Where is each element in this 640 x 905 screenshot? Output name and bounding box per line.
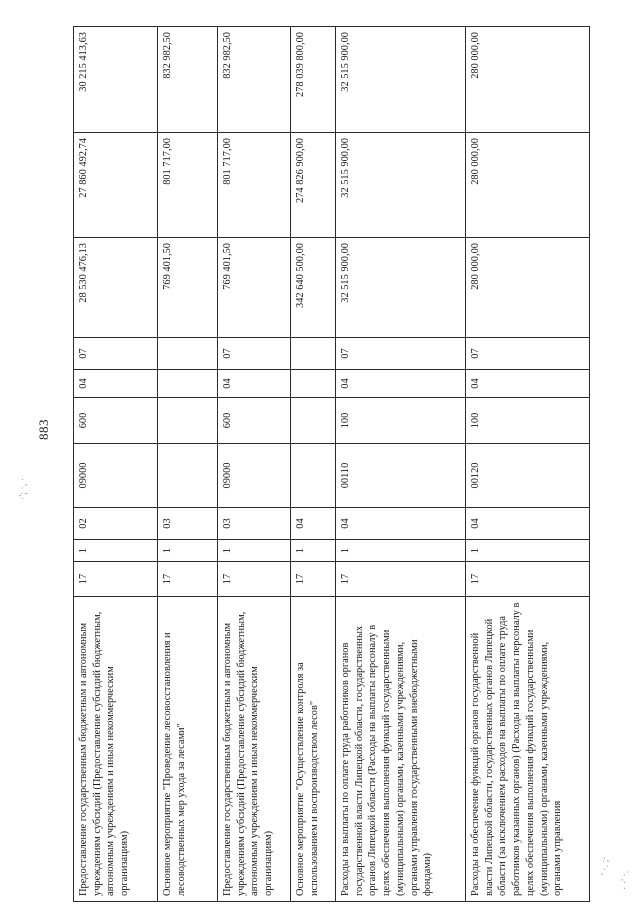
code-cell: 03 bbox=[158, 508, 218, 540]
amount-cell: 280 000,00 bbox=[466, 238, 590, 338]
table-row bbox=[291, 27, 336, 902]
table-row bbox=[158, 27, 218, 902]
table-row bbox=[336, 27, 466, 902]
row-name: Основное мероприятие "Осуществление контроля за использованием и воспроизводством лесов" bbox=[291, 597, 336, 902]
code-cell: 02 bbox=[74, 508, 158, 540]
code-cell: 100 bbox=[336, 398, 466, 444]
code-cell: 100 bbox=[466, 398, 590, 444]
code-cell: 1 bbox=[158, 540, 218, 562]
amount-cell: 280 000,00 bbox=[466, 133, 590, 238]
code-cell: 07 bbox=[74, 338, 158, 370]
scan-artifact: ' ·. ;· bbox=[600, 856, 611, 875]
code-cell: 09000 bbox=[218, 444, 291, 508]
amount-cell: 801 717,00 bbox=[218, 133, 291, 238]
code-cell bbox=[158, 444, 218, 508]
code-cell: 04 bbox=[336, 508, 466, 540]
code-cell: 04 bbox=[336, 370, 466, 398]
row-name: Расходы на выплаты по оплате труда работников органов государственной власти Липецкой области, государственных органов Липецкой области (Расходы на выплаты персоналу в целях обеспечения выполнения функций государственными (муниципальными) органами, казенными учреждениями, органами управления государственными внебюджетными фондами) bbox=[336, 597, 466, 902]
code-cell bbox=[291, 398, 336, 444]
code-cell: 1 bbox=[336, 540, 466, 562]
amount-cell: 280 000,00 bbox=[466, 27, 590, 133]
code-cell: 03 bbox=[218, 508, 291, 540]
code-cell: 17 bbox=[466, 562, 590, 597]
amount-cell: 30 215 413,63 bbox=[74, 27, 158, 133]
row-name: Основное мероприятие "Проведение лесовосстановления и лесоводственных мер ухода за лесами" bbox=[158, 597, 218, 902]
code-cell: 00120 bbox=[466, 444, 590, 508]
code-cell: 04 bbox=[291, 508, 336, 540]
amount-cell: 832 982,50 bbox=[218, 27, 291, 133]
code-cell: 1 bbox=[466, 540, 590, 562]
budget-table bbox=[73, 26, 590, 902]
code-cell bbox=[291, 370, 336, 398]
code-cell: 07 bbox=[466, 338, 590, 370]
code-cell: 17 bbox=[74, 562, 158, 597]
amount-cell: 28 530 476,13 bbox=[74, 238, 158, 338]
amount-cell: 27 860 492,74 bbox=[74, 133, 158, 238]
code-cell: 1 bbox=[291, 540, 336, 562]
code-cell bbox=[158, 338, 218, 370]
code-cell: 00110 bbox=[336, 444, 466, 508]
row-name: Расходы на обеспечение функций органов государственной власти Липецкой области, государственных органов Липецкой области (за исключением расходов на выплаты по оплате труда работников указанных органов) (Расходы на выплаты персоналу в целях обеспечения выполнения функций государственными (муниципальными) органами, казенными учреждениями, органами управления bbox=[466, 597, 590, 902]
code-cell bbox=[291, 444, 336, 508]
code-cell bbox=[291, 338, 336, 370]
page-number: 883 bbox=[36, 419, 51, 440]
amount-cell: 32 515 900,00 bbox=[336, 27, 466, 133]
amount-cell: 769 401,50 bbox=[218, 238, 291, 338]
code-cell: 600 bbox=[218, 398, 291, 444]
table-row bbox=[74, 27, 158, 902]
code-cell: 04 bbox=[74, 370, 158, 398]
code-cell: 09000 bbox=[74, 444, 158, 508]
code-cell: 17 bbox=[336, 562, 466, 597]
scan-artifact: ·'; ·, · bbox=[18, 477, 29, 500]
code-cell: 07 bbox=[218, 338, 291, 370]
code-cell: 04 bbox=[466, 370, 590, 398]
amount-cell: 769 401,50 bbox=[158, 238, 218, 338]
code-cell: 04 bbox=[466, 508, 590, 540]
row-name: Предоставление государственным бюджетным и автономным учреждениям субсидий (Предоставление субсидий бюджетным, автономным учреждениям и иным некоммерческим организациям) bbox=[74, 597, 158, 902]
code-cell bbox=[158, 398, 218, 444]
rotated-table-wrapper bbox=[73, 27, 589, 902]
amount-cell: 801 717,00 bbox=[158, 133, 218, 238]
amount-cell: 274 826 900,00 bbox=[291, 133, 336, 238]
scan-artifact: · ·' ·. bbox=[620, 870, 631, 890]
code-cell: 04 bbox=[218, 370, 291, 398]
amount-cell: 342 640 500,00 bbox=[291, 238, 336, 338]
code-cell bbox=[158, 370, 218, 398]
amount-cell: 832 982,50 bbox=[158, 27, 218, 133]
amount-cell: 32 515 900,00 bbox=[336, 238, 466, 338]
table-row bbox=[218, 27, 291, 902]
amount-cell: 32 515 900,00 bbox=[336, 133, 466, 238]
code-cell: 1 bbox=[74, 540, 158, 562]
code-cell: 17 bbox=[158, 562, 218, 597]
code-cell: 17 bbox=[291, 562, 336, 597]
code-cell: 07 bbox=[336, 338, 466, 370]
code-cell: 600 bbox=[74, 398, 158, 444]
code-cell: 1 bbox=[218, 540, 291, 562]
amount-cell: 278 039 800,00 bbox=[291, 27, 336, 133]
table-row bbox=[466, 27, 590, 902]
code-cell: 17 bbox=[218, 562, 291, 597]
row-name: Предоставление государственным бюджетным и автономным учреждениям субсидий (Предоставление субсидий бюджетным, автономным учреждениям и иным некоммерческим организациям) bbox=[218, 597, 291, 902]
